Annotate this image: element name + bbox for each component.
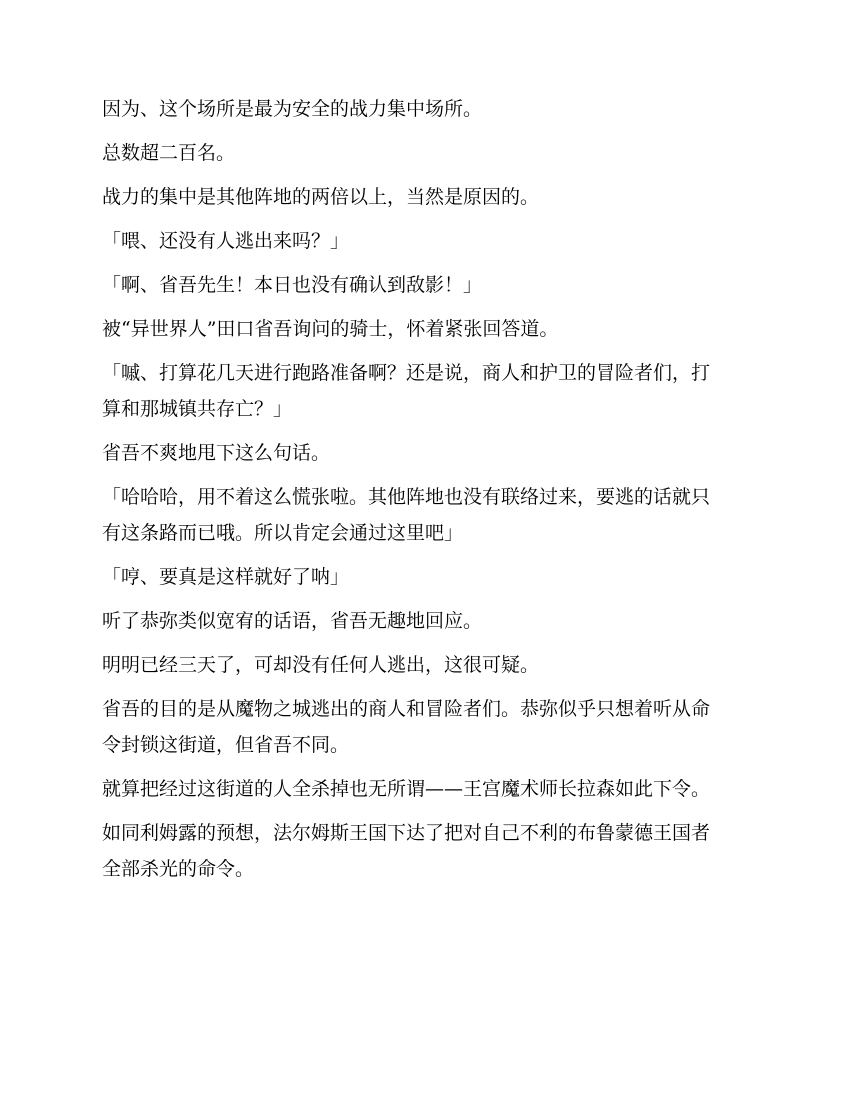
- dialogue-line: 「嘁、打算花几天进行跑路准备啊？还是说，商人和护卫的冒险者们，打算和那城镇共存亡？」: [102, 362, 711, 420]
- dialogue-line: 「啊、省吾先生！本日也没有确认到敌影！」: [102, 274, 483, 296]
- paragraph: 总数超二百名。: [102, 142, 236, 164]
- document-page: [102, 91, 712, 895]
- dialogue-line: 「喂、还没有人逃出来吗？」: [102, 230, 350, 252]
- paragraph: 省吾不爽地甩下这么句话。: [102, 442, 331, 464]
- dialogue-line: 「哼、要真是这样就好了呐」: [102, 566, 350, 588]
- paragraph: 被“异世界人”田口省吾询问的骑士，怀着紧张回答道。: [102, 318, 559, 340]
- paragraph: 听了恭弥类似宽宥的话语，省吾无趣地回应。: [102, 610, 483, 632]
- paragraph: 因为、这个场所是最为安全的战力集中场所。: [102, 98, 483, 120]
- paragraph: 如同利姆露的预想，法尔姆斯王国下达了把对自己不利的布鲁蒙德王国者全部杀光的命令。: [102, 822, 711, 880]
- paragraph: 就算把经过这街道的人全杀掉也无所谓——王宫魔术师长拉森如此下令。: [102, 778, 711, 800]
- paragraph: 明明已经三天了，可却没有任何人逃出，这很可疑。: [102, 654, 540, 676]
- dialogue-line: 「哈哈哈，用不着这么慌张啦。其他阵地也没有联络过来，要逃的话就只有这条路而已哦。所以肯定会通过这里吧」: [102, 486, 711, 544]
- paragraph: 省吾的目的是从魔物之城逃出的商人和冒险者们。恭弥似乎只想着听从命令封锁这街道，但省吾不同。: [102, 698, 711, 756]
- paragraph: 战力的集中是其他阵地的两倍以上，当然是原因的。: [102, 186, 540, 208]
